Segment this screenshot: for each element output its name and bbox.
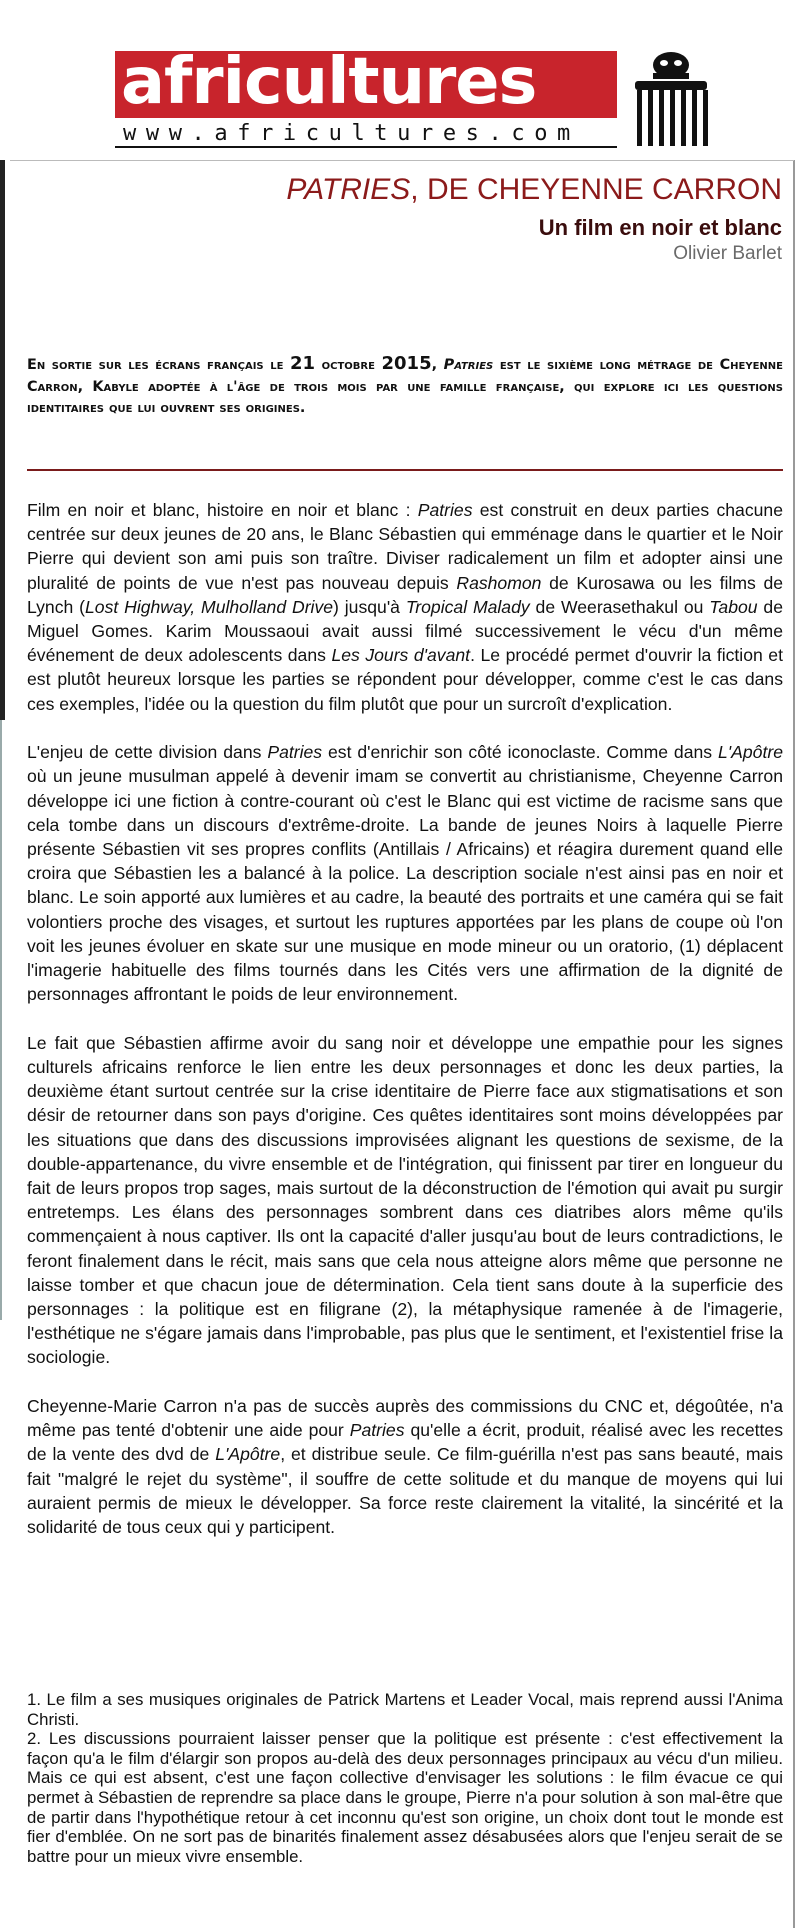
frame-left-edge — [0, 160, 5, 720]
paragraph-4: Cheyenne-Marie Carron n'a pas de succès auprès des commissions du CNC et, dégoûtée, n'a même pas tenté d'obtenir une aide pour Patries qu'elle a écrit, produit, réalisé avec les recettes de la vente des dvd de L'Apôtre, et distribue seule. Ce film-guérilla n'est pas sans beauté, mais fait "malgré le rejet du système", il souffre de cette solitude et du manque de moyens qui lui auraient permis de mieux le développer. Sa force reste clairement la vitalité, la sincérité et la solidarité de tous ceux qui y participent. — [27, 1396, 783, 1538]
article-body — [27, 498, 783, 1564]
paragraph-2: L'enjeu de cette division dans Patries est d'enrichir son côté iconoclaste. Comme dans L'Apôtre où un jeune musulman appelé à devenir imam se convertit au christianisme, Cheyenne Carron développe ici une fiction à contre-courant où c'est le Blanc qui est victime de racisme sans que cela tombe dans un discours d'extrême-droite. La bande de jeunes Noirs à laquelle Pierre présente Sébastien vit ses propres conflits (Antillais / Africains) et réagira durement quand elle croira que Sébastien les a balancé à la police. La description sociale n'est ainsi pas en noir et blanc. Le soin apporté aux lumières et au cadre, la beauté des portraits et une caméra qui se fait volontiers proche des visages, et surtout les ruptures apportées par les plans de coupe où l'on voit les jeunes évoluer en skate sur une musique en mode mineur ou un oratorio, (1) déplacent l'imagerie habituelle des films tournés dans les Cités vers une affirmation de la dignité de personnages affrontant le poids de leur environnement. — [27, 742, 783, 1005]
frame-right-edge — [793, 160, 795, 1928]
article-title: PATRIES, DE CHEYENNE CARRON — [286, 173, 782, 206]
footnote-1: 1. Le film a ses musiques originales de Patrick Martens et Leader Vocal, mais reprend aussi l'Anima Christi. — [27, 1690, 783, 1729]
frame-left-edge-lower — [0, 720, 2, 1320]
article-subtitle: Un film en noir et blanc — [538, 215, 782, 240]
header-divider — [10, 160, 794, 161]
footnote-2: 2. Les discussions pourraient laisser penser que la politique est présente : c'est effectivement la façon qu'a le film d'élargir son propos au-delà des deux personnages principaux au vécu d'un milieu. Mais ce qui est absent, c'est une façon collective d'envisager les solutions : le film évacue ce qui permet à Sébastien de reprendre sa place dans le groupe, Pierre n'a pour solution à son mal-être que de partir dans l'hypothétique retour à cet inconnu qu'est son origine, un choix dont tout le monde est fier d'emblée. On ne sort pas de binarités finalement assez désabusées alors que l'enjeu serait de se battre pour un mieux vivre ensemble. — [27, 1729, 783, 1866]
article-lead: En sortie sur les écrans français le 21 octobre 2015, Patries est le sixième long métrage de Cheyenne Carron, Kabyle adoptée à l'âge de trois mois par une famille française, qui explore ici les questions identitaires que lui ouvrent ses origines. — [27, 353, 783, 416]
logo-wordmark: africultures — [121, 45, 537, 119]
logo-url: www.africultures.com — [123, 121, 580, 146]
lead-divider — [27, 469, 783, 471]
paragraph-1: Film en noir et blanc, histoire en noir et blanc : Patries est construit en deux parties chacune centrée sur deux jeunes de 20 ans, le Blanc Sébastien qui emménage dans le quartier et le Noir Pierre qui devient son ami puis son traître. Diviser radicalement un film et adopter ainsi une pluralité de points de vue n'est pas nouveau depuis Rashomon de Kurosawa ou les films de Lynch (Lost Highway, Mulholland Drive) jusqu'à Tropical Malady de Weerasethakul ou Tabou de Miguel Gomes. Karim Moussaoui avait aussi filmé successivement le vécu d'un même événement de deux adolescents dans Les Jours d'avant. Le procédé permet d'ouvrir la fiction et est plutôt heureux lorsque les parties se répondent pour développer, comme c'est le cas dans ces exemples, l'idée ou la question du film plutôt que pour un surcroît d'explication. — [27, 500, 784, 714]
article-author[interactable]: Olivier Barlet — [673, 243, 782, 264]
paragraph-3: Le fait que Sébastien affirme avoir du sang noir et développe une empathie pour les signes culturels africains renforce le lien entre les deux personnages et donc les deux parties, la deuxième étant surtout centrée sur la crise identitaire de Pierre face aux stigmatisations et son désir de retourner dans son pays d'origine. Ces quêtes identitaires sont moins développées par les situations que dans des discussions improvisées alignant les questions de sexisme, de la double-appartenance, du vivre ensemble et de l'intégration, qui finissent par tirer en longueur du fait de leurs propos trop sages, mais surtout de la déconstruction de l'émotion qui avait pu surgir entretemps. Les élans des personnages sombrent dans ces diatribes alors même qu'ils commençaient à nous captiver. Ils ont la capacité d'aller jusqu'au bout de leurs contradictions, le feront finalement dans le récit, mais sans que cela nous atteigne alors même que personne ne laisse tomber et que chacun joue de détermination. Cela tient sans doute à la superficie des personnages : la politique est en filigrane (2), la métaphysique ramenée à de l'imagerie, l'esthétique ne s'égare jamais dans l'improbable, pas plus que le sentiment, et l'existentiel frise la sociologie. — [27, 1032, 783, 1368]
footnotes — [27, 1690, 783, 1866]
africultures-logo[interactable] — [115, 45, 722, 149]
comb-mask-icon — [623, 51, 719, 149]
logo-underline — [115, 146, 617, 148]
